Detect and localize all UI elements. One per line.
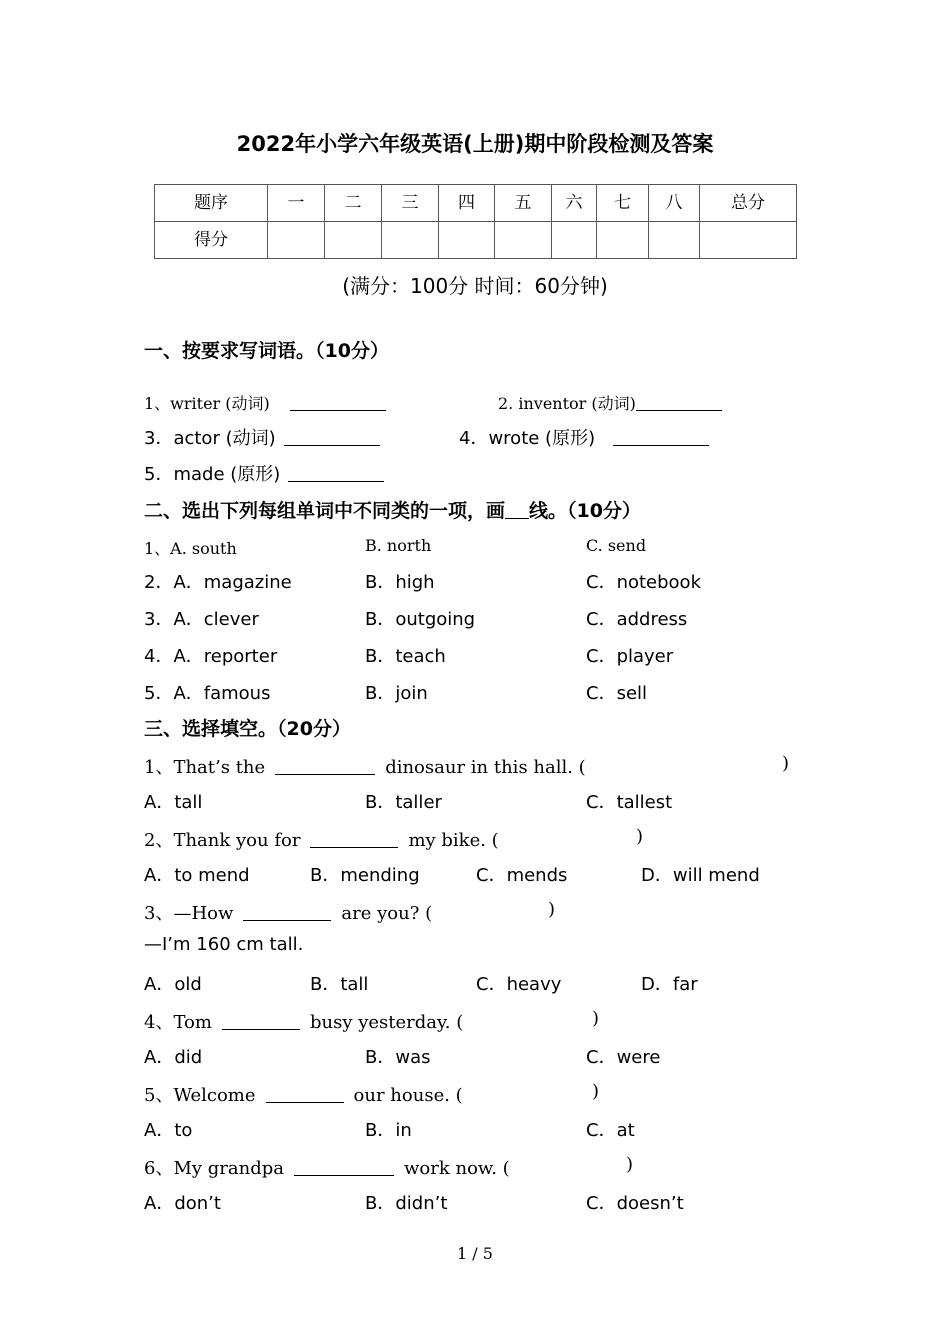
s3-q6-post: work now. ( (404, 1158, 510, 1179)
s1-q1-text: 1、writer (动词) (144, 394, 270, 413)
s3-q1-post: dinosaur in this hall. ( (385, 757, 586, 778)
s3-q2-post: my bike. ( (408, 830, 499, 851)
section1-heading: 一、按要求写词语。（10分） (144, 340, 389, 362)
answer-blank[interactable] (294, 1157, 394, 1176)
answer-blank[interactable] (290, 394, 386, 411)
answer-blank[interactable] (266, 1084, 344, 1103)
score-cell (495, 222, 552, 259)
s1-q4-text: 4．wrote (原形) (459, 428, 596, 449)
s3-q5-option-a[interactable]: A．to (144, 1120, 193, 1141)
s2-row-1-a: 1、A. south (144, 539, 237, 558)
s1-question-1 (144, 391, 386, 414)
header-cell: 三 (382, 185, 439, 222)
s3-q3-option-c[interactable]: C．heavy (476, 974, 562, 995)
header-cell: 八 (649, 185, 700, 222)
s3-q4-pre: 4、Tom (144, 1012, 212, 1033)
s3-q5-pre: 5、Welcome (144, 1085, 256, 1106)
s3-q1-option-c[interactable]: C．tallest (586, 792, 673, 813)
s3-q4-close: ) (592, 1008, 600, 1029)
s3-q4-option-a[interactable]: A．did (144, 1047, 203, 1068)
header-cell: 七 (597, 185, 649, 222)
s3-q4-option-b[interactable]: B．was (365, 1047, 431, 1068)
s2-row-4-a: 4．A．reporter (144, 646, 278, 667)
s3-q4-post: busy yesterday. ( (309, 1012, 464, 1033)
s3-q3-pre: 3、—How (144, 903, 234, 924)
s3-q2-option-b[interactable]: B．mending (310, 865, 420, 886)
s3-question-1 (144, 753, 586, 779)
s3-question-4 (144, 1008, 463, 1034)
s2-row-5-a: 5．A．famous (144, 683, 271, 704)
s2-row-5-b: B．join (365, 683, 428, 704)
s3-q1-option-b[interactable]: B．taller (365, 792, 442, 813)
s1-question-4 (459, 424, 709, 450)
s3-question-3 (144, 899, 432, 925)
header-cell: 总分 (700, 185, 797, 222)
s3-q5-option-c[interactable]: C．at (586, 1120, 635, 1141)
s3-q6-option-c[interactable]: C．doesn’t (586, 1193, 684, 1214)
s3-q3-close: ) (548, 899, 556, 920)
s3-q6-close: ) (626, 1154, 634, 1175)
row-label-cell: 得分 (155, 222, 268, 259)
s3-q1-close: ) (782, 753, 790, 774)
s1-question-3 (144, 424, 380, 450)
score-cell (439, 222, 495, 259)
header-cell: 五 (495, 185, 552, 222)
s3-q2-close: ) (636, 826, 644, 847)
s3-q6-option-a[interactable]: A．don’t (144, 1193, 221, 1214)
header-cell: 二 (325, 185, 382, 222)
s2-row-3-c: C．address (586, 609, 688, 630)
s3-q3-post: are you? ( (341, 903, 433, 924)
s3-q3-option-d[interactable]: D．far (641, 974, 698, 995)
s1-q2-text: 2. inventor (动词) (498, 394, 636, 413)
s3-q2-option-d[interactable]: D．will mend (641, 865, 760, 886)
header-cell: 一 (268, 185, 325, 222)
s3-q2-option-c[interactable]: C．mends (476, 865, 568, 886)
s3-q2-option-a[interactable]: A．to mend (144, 865, 250, 886)
s2-row-2-c: C．notebook (586, 572, 701, 593)
answer-blank[interactable] (284, 427, 380, 446)
score-table-header-row (155, 185, 797, 222)
s3-q2-pre: 2、Thank you for (144, 830, 301, 851)
page-number: 1 / 5 (457, 1244, 493, 1263)
s3-q3-option-b[interactable]: B．tall (310, 974, 369, 995)
answer-blank[interactable] (222, 1011, 300, 1030)
score-cell (700, 222, 797, 259)
s3-q3-line2: —I’m 160 cm tall. (144, 934, 304, 955)
header-cell: 四 (439, 185, 495, 222)
answer-blank[interactable] (310, 829, 398, 848)
s2-row-2-a: 2．A．magazine (144, 572, 292, 593)
score-cell (268, 222, 325, 259)
answer-blank[interactable] (613, 427, 709, 446)
exam-meta: (满分：100分 时间：60分钟) (342, 274, 608, 298)
s1-question-5 (144, 460, 384, 486)
section3-heading: 三、选择填空。（20分） (144, 718, 351, 740)
s2-row-1-b: B. north (365, 536, 432, 555)
answer-blank[interactable] (288, 463, 384, 482)
score-cell (325, 222, 382, 259)
s3-q5-option-b[interactable]: B．in (365, 1120, 412, 1141)
underline-mark (505, 498, 529, 519)
answer-blank[interactable] (243, 902, 331, 921)
s1-q5-text: 5．made (原形) (144, 464, 281, 485)
score-table-score-row (155, 222, 797, 259)
s2-row-3-a: 3．A．clever (144, 609, 259, 630)
header-cell: 六 (552, 185, 597, 222)
s3-q1-option-a[interactable]: A．tall (144, 792, 203, 813)
score-cell (382, 222, 439, 259)
score-cell (649, 222, 700, 259)
s3-q5-close: ) (592, 1081, 600, 1102)
score-cell (552, 222, 597, 259)
page-title: 2022年小学六年级英语(上册)期中阶段检测及答案 (236, 132, 714, 156)
s2-row-3-b: B．outgoing (365, 609, 476, 630)
score-cell (597, 222, 649, 259)
s3-question-5 (144, 1081, 463, 1107)
section2-heading (144, 496, 641, 523)
s3-q6-option-b[interactable]: B．didn’t (365, 1193, 448, 1214)
answer-blank[interactable] (275, 756, 375, 775)
s3-question-6 (144, 1154, 510, 1180)
header-cell: 题序 (155, 185, 268, 222)
s3-q6-pre: 6、My grandpa (144, 1158, 285, 1179)
s1-q3-text: 3．actor (动词) (144, 428, 276, 449)
s3-question-2 (144, 826, 499, 852)
section2-heading-pre: 二、选出下列每组单词中不同类的一项，画 (144, 500, 506, 522)
s2-row-1-c: C. send (586, 536, 647, 555)
s3-q4-option-c[interactable]: C．were (586, 1047, 661, 1068)
score-table (154, 184, 797, 259)
s2-row-4-b: B．teach (365, 646, 446, 667)
answer-blank[interactable] (636, 394, 722, 411)
section2-heading-post: 线。（10分） (529, 500, 641, 522)
s2-row-5-c: C．sell (586, 683, 648, 704)
s2-row-4-c: C．player (586, 646, 674, 667)
s3-q3-option-a[interactable]: A．old (144, 974, 202, 995)
s3-q1-pre: 1、That’s the (144, 757, 266, 778)
s2-row-2-b: B．high (365, 572, 435, 593)
s1-question-2 (498, 391, 722, 414)
s3-q5-post: our house. ( (353, 1085, 463, 1106)
